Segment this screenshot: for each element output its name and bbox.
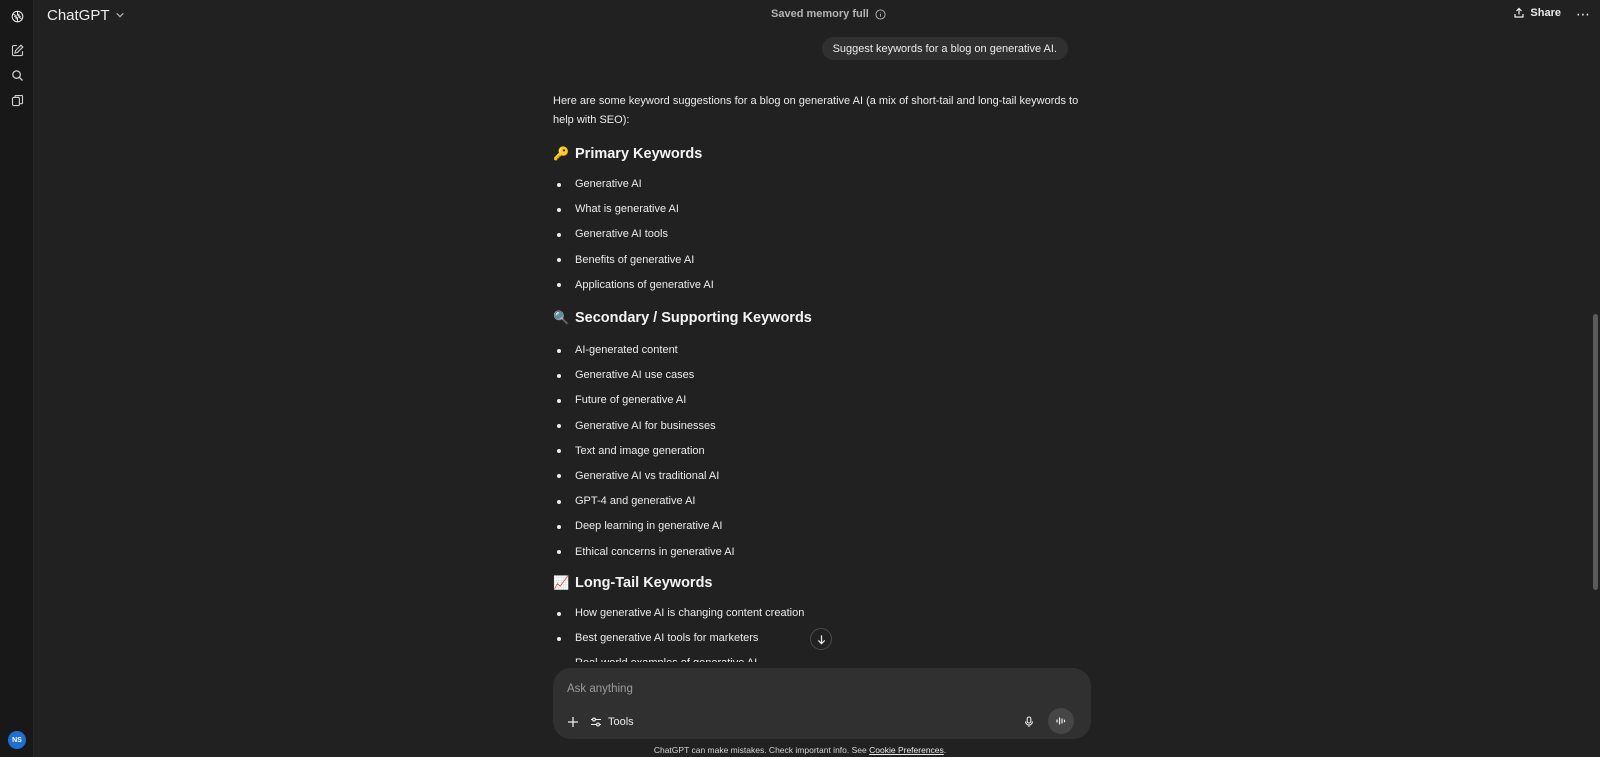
section-heading <box>553 146 702 162</box>
list-item: Generative AI <box>553 172 714 197</box>
section-heading-text: Primary Keywords <box>575 146 703 162</box>
section-heading-text: Long-Tail Keywords <box>575 575 713 591</box>
response-intro: Here are some keyword suggestions for a blog on generative AI (a mix of short-tail and long-tail keywords to help with SEO): <box>553 95 1079 126</box>
dictate-button[interactable] <box>1020 713 1038 731</box>
memory-status-label: Saved memory full <box>771 8 869 20</box>
keyword-list <box>553 172 714 298</box>
scrollbar[interactable] <box>1591 0 1600 757</box>
list-item: Best generative AI tools for marketers <box>553 626 804 651</box>
message-input[interactable] <box>567 679 1067 699</box>
tools-label: Tools <box>608 716 634 728</box>
section-heading <box>553 310 812 326</box>
user-message <box>822 37 1068 60</box>
tools-button[interactable] <box>590 713 634 731</box>
magnifier-icon: 🔍 <box>553 310 570 325</box>
share-icon <box>1513 7 1525 19</box>
composer <box>553 668 1091 739</box>
key-icon: 🔑 <box>553 146 570 161</box>
chart-increasing-icon: 📈 <box>553 575 570 590</box>
list-item: Generative AI for businesses <box>553 414 735 439</box>
arrow-down-icon <box>816 634 827 645</box>
share-button[interactable] <box>1513 7 1561 19</box>
list-item: Generative AI vs traditional AI <box>553 464 735 489</box>
list-item: AI-generated content <box>553 338 735 363</box>
cookie-preferences-link[interactable]: Cookie Preferences <box>869 745 944 755</box>
list-item: Generative AI tools <box>553 222 714 247</box>
list-item: Ethical concerns in generative AI <box>553 540 735 565</box>
more-options-icon[interactable]: ⋯ <box>1576 6 1590 22</box>
user-message-text: Suggest keywords for a blog on generative AI. <box>832 42 1057 55</box>
section-heading <box>553 575 713 591</box>
list-item: What is generative AI <box>553 197 714 222</box>
new-chat-icon[interactable] <box>6 39 28 61</box>
keyword-list <box>553 338 735 565</box>
disclaimer-end: . <box>943 745 947 755</box>
scroll-to-bottom-button[interactable] <box>810 628 832 650</box>
list-item: How generative AI is changing content creation <box>553 601 804 626</box>
disclaimer-text: ChatGPT can make mistakes. Check important info. See <box>653 745 867 755</box>
list-item: Applications of generative AI <box>553 273 714 298</box>
microphone-icon <box>1023 716 1035 728</box>
voice-waveform-icon <box>1055 715 1067 727</box>
list-item: Benefits of generative AI <box>553 248 714 273</box>
scrollbar-thumb[interactable] <box>1593 314 1598 590</box>
model-name: ChatGPT <box>47 6 110 24</box>
info-icon <box>875 9 886 20</box>
list-item: Deep learning in generative AI <box>553 514 735 539</box>
plus-icon <box>567 716 579 728</box>
top-bar <box>34 0 1600 30</box>
list-item: GPT-4 and generative AI <box>553 489 735 514</box>
left-rail <box>0 0 34 757</box>
sliders-icon <box>590 716 602 728</box>
list-item: Text and image generation <box>553 439 735 464</box>
list-item: Generative AI use cases <box>553 363 735 388</box>
voice-mode-button[interactable] <box>1048 708 1074 734</box>
assistant-message <box>553 92 1093 645</box>
openai-logo-icon[interactable] <box>6 5 28 27</box>
section-heading-text: Secondary / Supporting Keywords <box>575 310 812 326</box>
chevron-down-icon <box>115 10 125 20</box>
search-icon[interactable] <box>6 64 28 86</box>
add-attachment-button[interactable] <box>565 714 581 730</box>
memory-status[interactable] <box>771 8 886 20</box>
library-icon[interactable] <box>6 89 28 111</box>
list-item: Future of generative AI <box>553 388 735 413</box>
share-label: Share <box>1530 7 1561 19</box>
avatar[interactable]: NS <box>8 731 26 749</box>
footer-disclaimer <box>0 745 1600 755</box>
model-selector[interactable] <box>47 5 125 25</box>
